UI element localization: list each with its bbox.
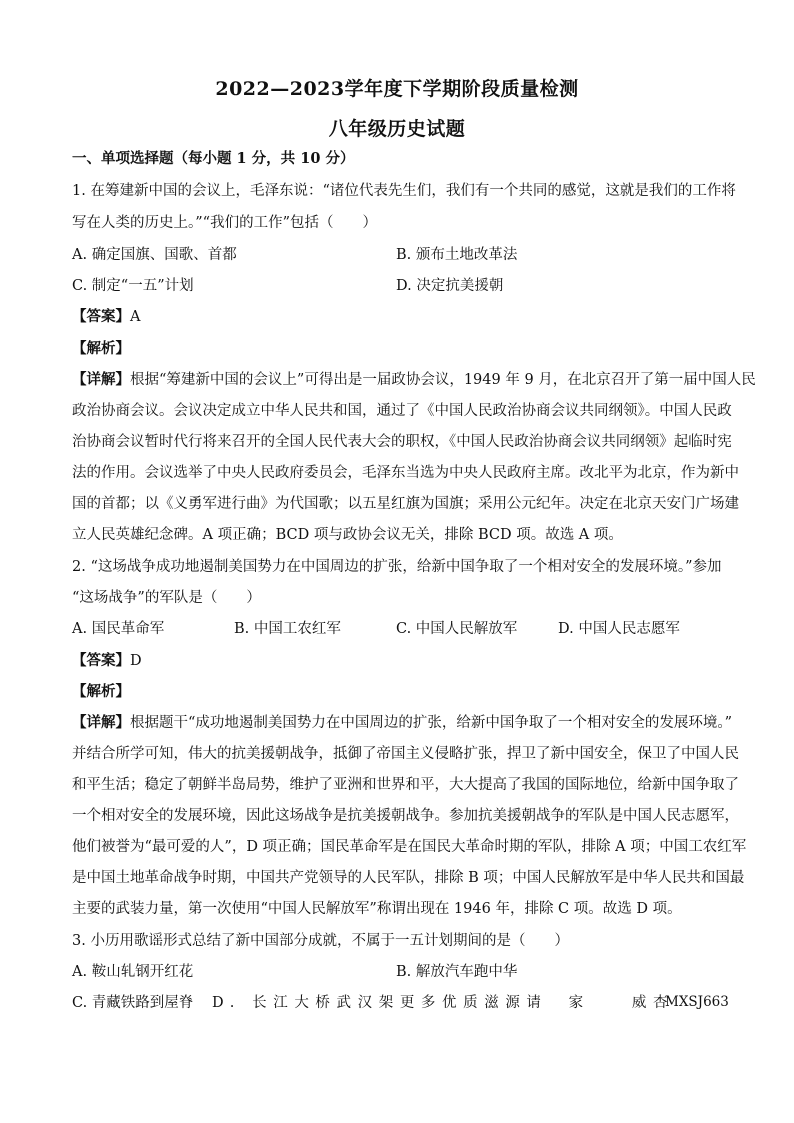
section-heading: 一、单项选择题（每小题 1 分，共 10 分） <box>72 150 355 167</box>
question-2-stem-line1: 2. “这场战争成功地遏制美国势力在中国周边的扩张，给新中国争取了一个相对安全的发展环境。”参加 <box>72 559 722 575</box>
question-2-detail-line4: 一个相对安全的发展环境，因此这场战争是抗美援朝战争。参加抗美援朝战争的军队是中国人民志愿军， <box>72 808 739 824</box>
question-1-option-c: C. 制定“一五”计划 <box>72 278 194 294</box>
question-2-detail-line5: 他们被誉为“最可爱的人”，D 项正确；国民革命军是在国民大革命时期的军队，排除 A 项；中国工农红军 <box>72 839 747 855</box>
question-2-detail-line1 <box>72 714 733 732</box>
detail-text: 根据题干“成功地遏制美国势力在中国周边的扩张，给新中国争取了一个相对安全的发展环境。” <box>130 715 733 731</box>
question-2-stem-line2: “这场战争”的军队是（ ） <box>72 590 261 606</box>
question-2-option-c: C. 中国人民解放军 <box>396 621 518 637</box>
detail-tag: 【详解】 <box>72 714 130 731</box>
question-1-option-a: A. 确定国旗、国歌、首都 <box>72 247 237 263</box>
question-1-analysis-tag: 【解析】 <box>72 340 130 357</box>
answer-value: D <box>130 653 142 669</box>
question-2-detail-line2: 并结合所学可知，伟大的抗美援朝战争，抵御了帝国主义侵略扩张，捍卫了新中国安全，保卫了中国人民 <box>72 746 739 762</box>
question-1-detail-line5: 国的首都；以《义勇军进行曲》为代国歌；以五星红旗为国旗；采用公元纪年。决定在北京天安门广场建 <box>72 496 739 512</box>
question-3-option-c: C. 青藏铁路到屋脊 <box>72 995 194 1011</box>
question-1-option-d: D. 决定抗美援朝 <box>396 278 504 294</box>
question-1-detail-line6: 立人民英雄纪念碑。A 项正确；BCD 项与政协会议无关，排除 BCD 项。故选 A 项。 <box>72 527 623 543</box>
question-1-option-b: B. 颁布土地改革法 <box>396 247 518 263</box>
question-2-option-a: A. 国民革命军 <box>72 621 165 637</box>
question-2-detail-line6: 是中国土地革命战争时期，中国共产党领导的人民军队，排除 B 项；中国人民解放军是中华人民共和国最 <box>72 870 745 886</box>
question-2-detail-line3: 和平生活；稳定了朝鲜半岛局势，维护了亚洲和世界和平，大大提高了我国的国际地位，给新中国争取了 <box>72 777 739 793</box>
question-1-stem-line2: 写在人类的历史上。”“我们的工作”包括（ ） <box>72 215 377 231</box>
question-2-answer <box>72 652 724 670</box>
question-3-option-a: A. 鞍山轧钢开红花 <box>72 964 194 980</box>
question-2-option-b: B. 中国工农红军 <box>234 621 341 637</box>
question-1-detail-line2: 政治协商会议。会议决定成立中华人民共和国，通过了《中国人民政治协商会议共同纲领》。中国人民政 <box>72 403 732 419</box>
question-1-answer <box>72 308 724 326</box>
question-2-analysis-tag: 【解析】 <box>72 683 130 700</box>
question-2-option-d: D. 中国人民志愿军 <box>558 621 680 637</box>
document-title: 2022—2023学年度下学期阶段质量检测 <box>215 78 579 100</box>
document-code: MXSJ663 <box>665 994 729 1010</box>
question-1-stem-line1: 1. 在筹建新中国的会议上，毛泽东说：“诸位代表先生们，我们有一个共同的感觉，这就是我们的工作将 <box>72 183 736 199</box>
document-subtitle: 八年级历史试题 <box>328 118 466 140</box>
question-1-detail-line1 <box>72 371 756 389</box>
question-3-stem: 3. 小历用歌谣形式总结了新中国部分成就，不属于一五计划期间的是（ ） <box>72 933 569 949</box>
answer-tag: 【答案】 <box>72 652 130 669</box>
question-1-detail-line3: 治协商会议暂时代行将来召开的全国人民代表大会的职权，《中国人民政治协商会议共同纲领》起临时宪 <box>72 434 732 450</box>
detail-tag: 【详解】 <box>72 371 130 388</box>
detail-text: 根据“筹建新中国的会议上”可得出是一届政协会议，1949 年 9 月，在北京召开了第一届中国人民 <box>130 372 756 388</box>
question-3-option-b: B. 解放汽车跑中华 <box>396 964 518 980</box>
question-3-option-d: D. 长江大桥武汉架更多优质滋源请 家 威杏 <box>212 995 675 1011</box>
question-1-detail-line4: 法的作用。会议选举了中央人民政府委员会，毛泽东当选为中央人民政府主席。改北平为北京，作为新中 <box>72 465 739 481</box>
answer-value: A <box>130 309 141 325</box>
question-2-detail-line7: 主要的武装力量，第一次使用“中国人民解放军”称谓出现在 1946 年，排除 C 项。故选 D 项。 <box>72 901 682 917</box>
answer-tag: 【答案】 <box>72 308 130 325</box>
